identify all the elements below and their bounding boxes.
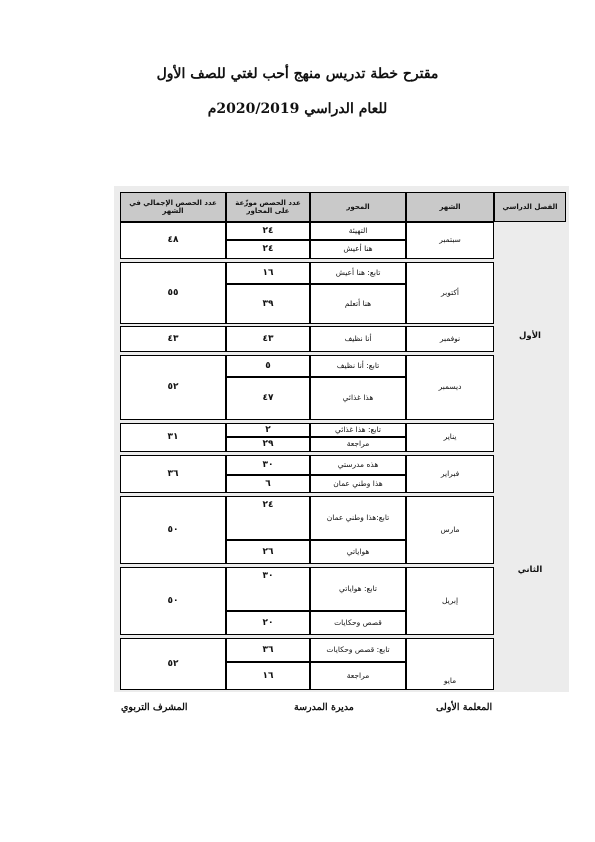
axis-cell: مراجعة — [310, 662, 406, 690]
axis-cell: تابع: قصص وحكايات — [310, 638, 406, 662]
signature-supervisor: المشرف التربوي — [121, 702, 188, 713]
month-cell: مارس — [406, 496, 494, 564]
month-cell: يناير — [406, 423, 494, 452]
count-cell: ٢٤ — [226, 240, 310, 259]
month-cell: مايو — [406, 638, 494, 690]
count-cell: ٢٩ — [226, 437, 310, 452]
count-cell: ٤٧ — [226, 377, 310, 420]
axis-cell: التهيئة — [310, 222, 406, 240]
header-per-axis: عدد الحصص موزّعة على المحاور — [226, 192, 310, 222]
axis-cell: تابع: أنا نظيف — [310, 355, 406, 377]
total-cell: ٥٥ — [120, 262, 226, 324]
axis-cell: تابع:هذا وطني عمان — [310, 496, 406, 540]
month-cell: نوفمبر — [406, 326, 494, 352]
total-cell: ٤٣ — [120, 326, 226, 352]
count-cell: ٣٠ — [226, 455, 310, 475]
total-cell: ٤٨ — [120, 222, 226, 259]
axis-cell: تابع: هذا غذائي — [310, 423, 406, 437]
month-cell: أكتوبر — [406, 262, 494, 324]
axis-cell: هذا غذائي — [310, 377, 406, 420]
total-cell: ٥٠ — [120, 567, 226, 635]
count-cell: ٢٤ — [226, 496, 310, 540]
total-cell: ٥٢ — [120, 638, 226, 690]
count-cell: ٢ — [226, 423, 310, 437]
page-title: مقترح خطة تدريس منهج أحب لغتي للصف الأول — [156, 66, 439, 82]
count-cell: ٢٦ — [226, 540, 310, 564]
count-cell: ١٦ — [226, 662, 310, 690]
month-cell: ديسمبر — [406, 355, 494, 420]
semester-second: الثاني — [517, 565, 543, 576]
header-total: عدد الحصص الإجمالي في الشهر — [120, 192, 226, 222]
count-cell: ٣٦ — [226, 638, 310, 662]
count-cell: ٥ — [226, 355, 310, 377]
count-cell: ٣٠ — [226, 567, 310, 611]
total-cell: ٥٢ — [120, 355, 226, 420]
axis-cell: قصص وحكايات — [310, 611, 406, 635]
count-cell: ١٦ — [226, 262, 310, 284]
count-cell: ٤٣ — [226, 326, 310, 352]
total-cell: ٣١ — [120, 423, 226, 452]
signature-principal: مديرة المدرسة — [294, 702, 354, 713]
axis-cell: هنا أعيش — [310, 240, 406, 259]
signature-teacher: المعلمة الأولى — [436, 702, 493, 713]
header-axis: المحور — [310, 192, 406, 222]
count-cell: ٦ — [226, 475, 310, 493]
axis-cell: هنا أتعلم — [310, 284, 406, 324]
axis-cell: هذا وطني عمان — [310, 475, 406, 493]
axis-cell: هواياتي — [310, 540, 406, 564]
count-cell: ٣٩ — [226, 284, 310, 324]
plan-table — [114, 186, 569, 692]
axis-cell: تابع: هواياتي — [310, 567, 406, 611]
semester-first: الأول — [519, 331, 541, 342]
axis-cell: تابع: هنا أعيش — [310, 262, 406, 284]
total-cell: ٥٠ — [120, 496, 226, 564]
month-cell: إبريل — [406, 567, 494, 635]
total-cell: ٣٦ — [120, 455, 226, 493]
header-month: الشهر — [406, 192, 494, 222]
month-cell: فبراير — [406, 455, 494, 493]
axis-cell: هذه مدرستي — [310, 455, 406, 475]
month-cell: سبتمبر — [406, 222, 494, 259]
axis-cell: أنا نظيف — [310, 326, 406, 352]
count-cell: ٢٠ — [226, 611, 310, 635]
count-cell: ٢٤ — [226, 222, 310, 240]
page-subtitle: للعام الدراسي 2020/2019م — [207, 101, 388, 117]
axis-cell: مراجعة — [310, 437, 406, 452]
header-semester: الفصل الدراسي — [494, 192, 566, 222]
